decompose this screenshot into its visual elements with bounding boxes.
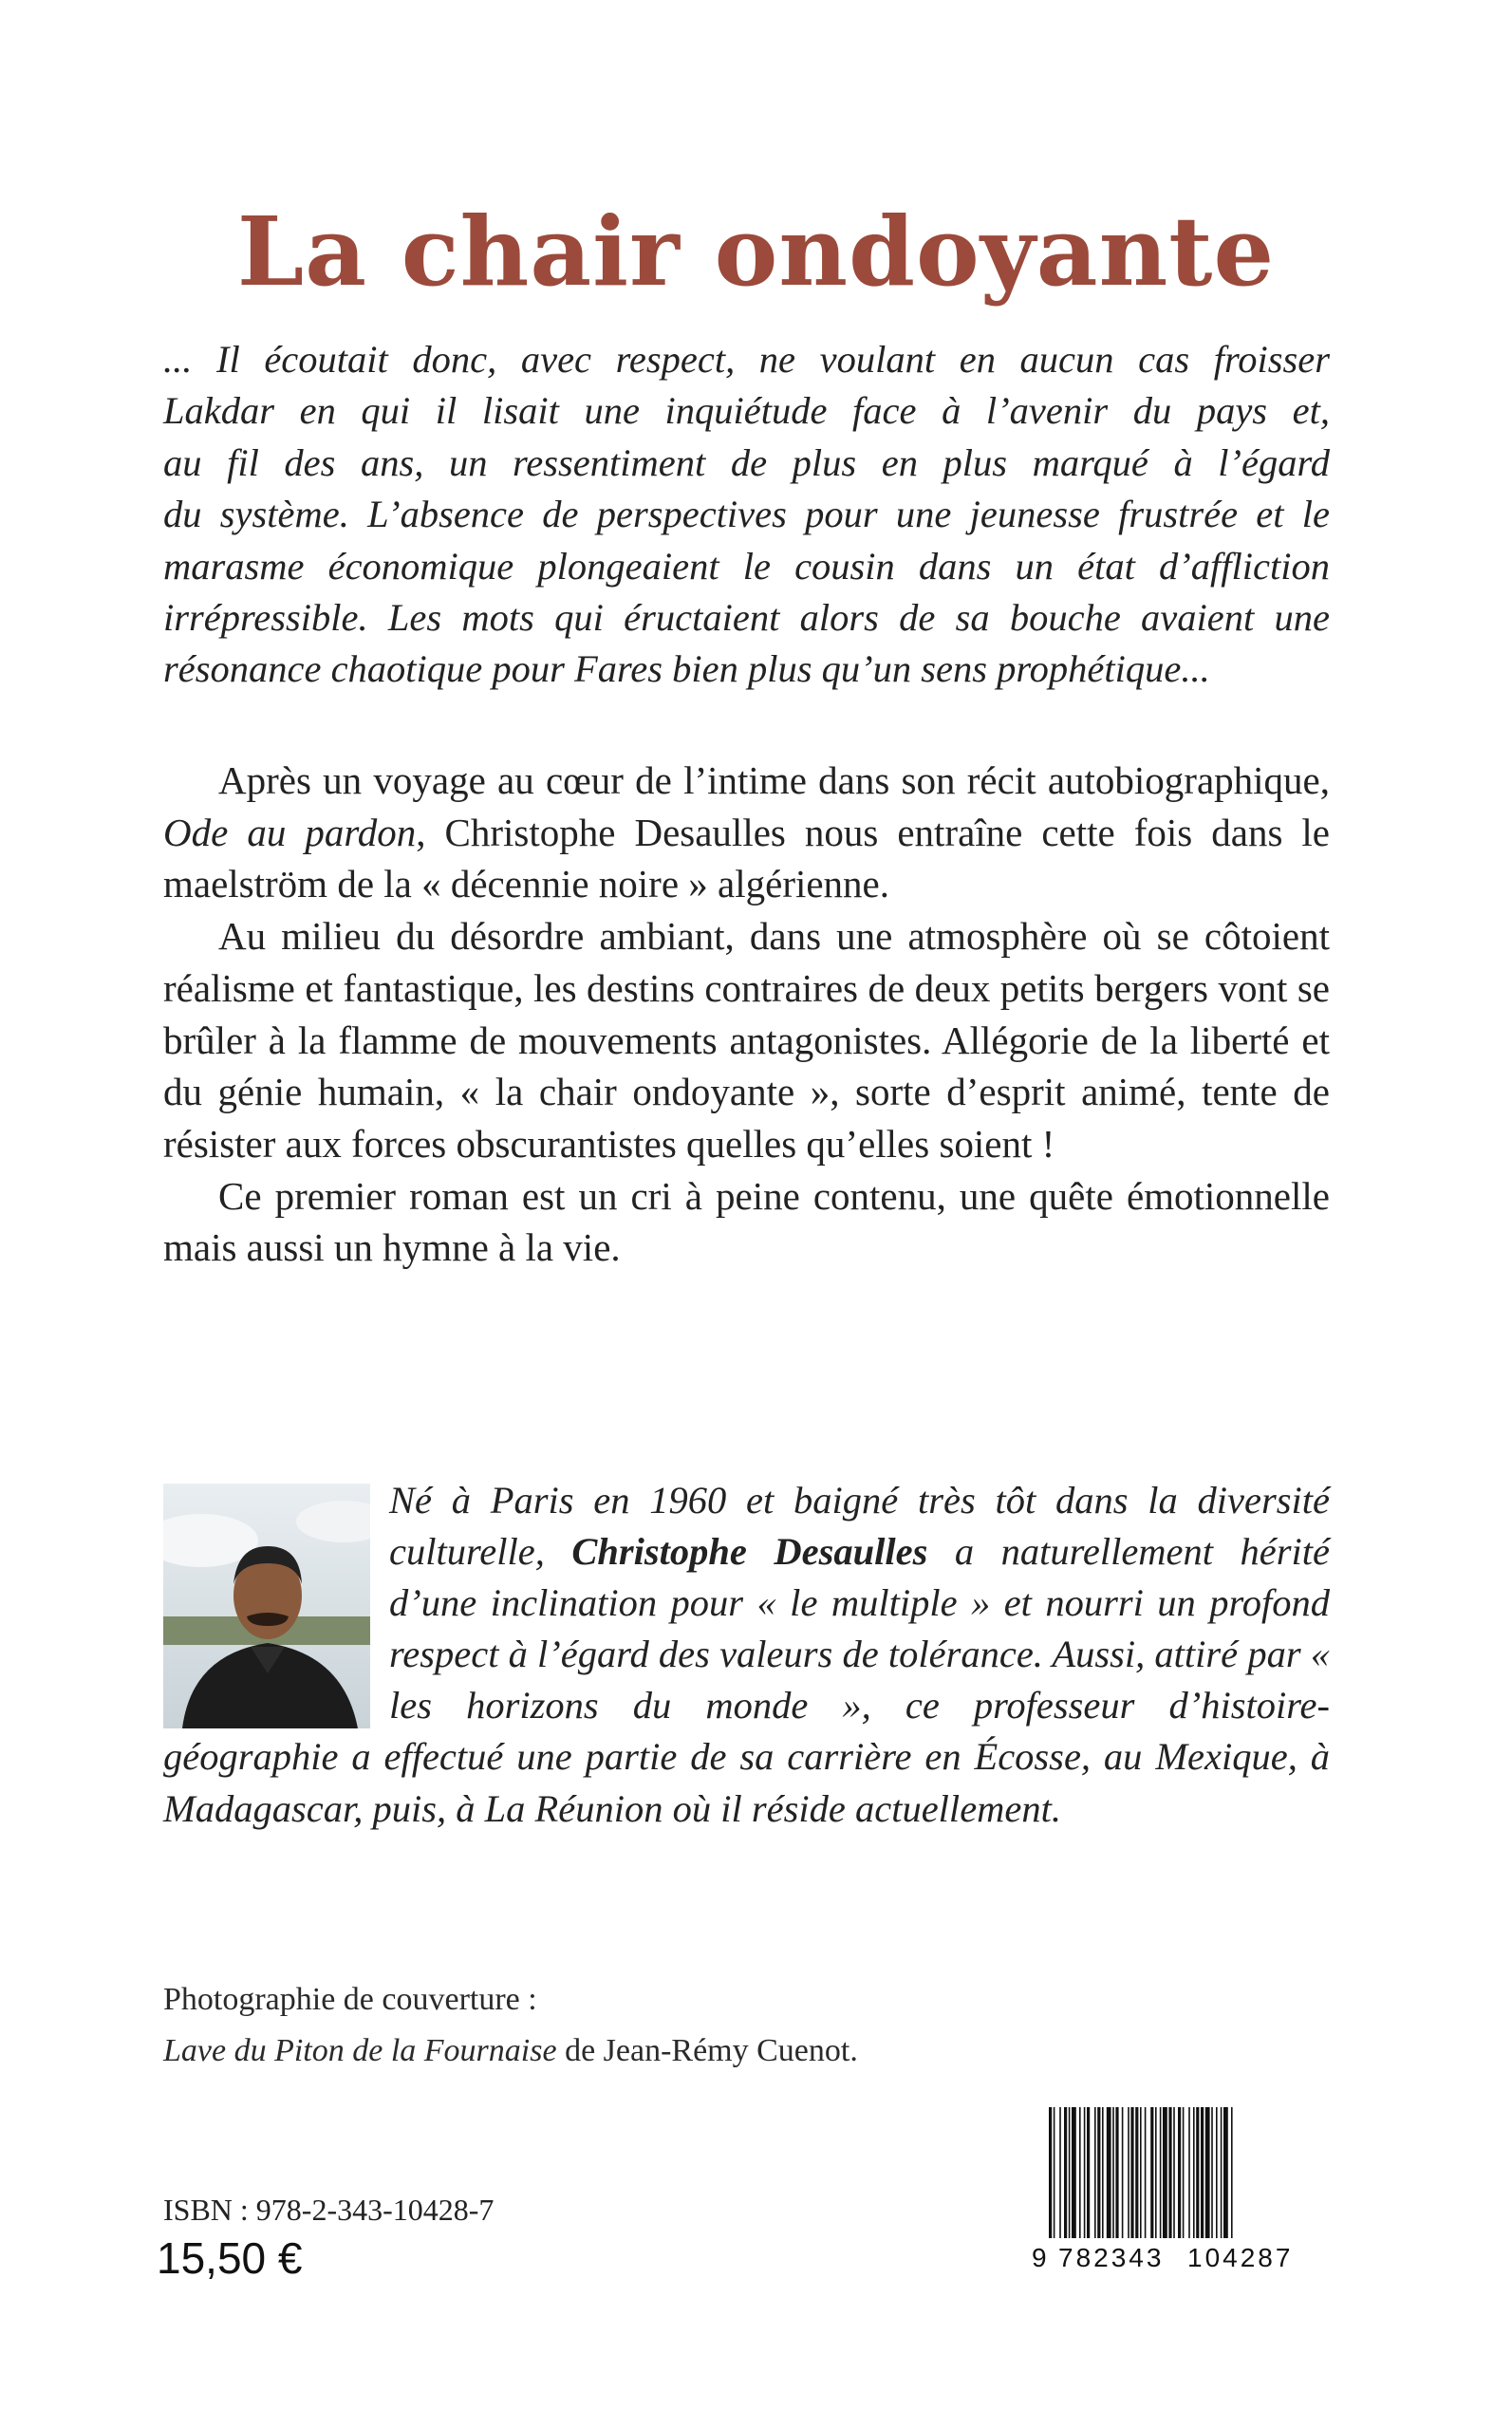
isbn: ISBN : 978-2-343-10428-7 (163, 2193, 495, 2227)
barcode-bar (1201, 2107, 1204, 2238)
barcode-right-digits: 104287 (1187, 2243, 1294, 2272)
barcode-bar (1064, 2107, 1067, 2238)
barcode-bar (1188, 2107, 1190, 2238)
author-bio (163, 1475, 1330, 1835)
barcode-bar (1140, 2107, 1142, 2238)
bio-text: a naturellement hérité d’une inclination pour « le multiple » et nourri un profond respect à l’égard des valeurs de tolérance. Aussi, attiré par « les horizons du monde », ce professeur d’histoire-géographie a effectué une partie de sa carrière en Écosse, au Mexique, à Madagascar, puis, à La Réunion où il réside actuellement. (163, 1530, 1330, 1830)
summary-text: , Christophe Desaulles nous entraîne cette fois dans le maelström de la « décennie noire » algérienne. (163, 810, 1330, 906)
summary (163, 755, 1330, 1274)
book-title: La chair ondoyante (236, 196, 1276, 308)
barcode-bar (1069, 2107, 1071, 2238)
barcode-bar (1160, 2107, 1162, 2238)
barcode-bar (1223, 2107, 1228, 2238)
barcode-bar (1216, 2107, 1218, 2238)
barcode-bar (1084, 2107, 1086, 2238)
barcode-bar (1115, 2107, 1118, 2238)
barcode-bar (1135, 2107, 1138, 2238)
barcode-bar (1155, 2107, 1157, 2238)
author-name: Christophe Desaulles (571, 1530, 928, 1574)
excerpt-line: irrépressible. Les mots qui éructaient alors de sa bouche avaient une (163, 596, 1330, 640)
barcode-bar (1112, 2107, 1114, 2238)
barcode-left-digits: 782343 (1058, 2243, 1165, 2272)
barcode-bar (1054, 2107, 1055, 2238)
barcode-bar (1178, 2107, 1181, 2238)
summary-text: Après un voyage au cœur de l’intime dans son récit autobiographique, (218, 758, 1330, 802)
excerpt-line: du système. L’absence de perspectives pour une jeunesse frustrée et le (163, 493, 1330, 536)
barcode-first-digit: 9 (1032, 2243, 1047, 2272)
excerpt-line: résonance chaotique pour Fares bien plus qu’un sens prophétique... (163, 647, 1210, 691)
excerpt-line: marasme économique plongeaient le cousin dans un état d’affliction (163, 544, 1330, 588)
summary-paragraph-3: Ce premier roman est un cri à peine contenu, une quête émotionnelle mais aussi un hymne à la vie. (163, 1173, 1330, 1270)
barcode-bar (1122, 2107, 1124, 2238)
barcode-bar (1221, 2107, 1223, 2238)
summary-paragraph-2: Au milieu du désordre ambiant, dans une atmosphère où se côtoient réalisme et fantastique, les destins contraires de deux petits bergers vont se brûler à la flamme de mouvements antagonistes. Allégorie de la liberté et du génie humain, « la chair ondoyante », sorte d’esprit animé, tente de résister aux forces obscurantistes quelles qu’elles soient ! (163, 914, 1330, 1166)
price: 15,50 € (157, 2233, 303, 2283)
barcode-bar (1168, 2107, 1171, 2238)
credits-work: Lave du Piton de la Fournaise (163, 2033, 557, 2068)
barcode-bar (1072, 2107, 1076, 2238)
barcode-bar (1205, 2107, 1210, 2238)
excerpt-line: Lakdar en qui il lisait une inquiétude face à l’avenir du pays et, (163, 389, 1330, 433)
barcode-bar (1150, 2107, 1153, 2238)
barcode-bar (1079, 2107, 1081, 2238)
credits-line (163, 2026, 858, 2077)
barcode-bar (1128, 2107, 1129, 2238)
photo-credits (163, 1974, 858, 2077)
credits-label: Photographie de couverture : (163, 1982, 537, 2017)
barcode-bar (1183, 2107, 1185, 2238)
barcode-bar (1231, 2107, 1233, 2238)
barcode-bar (1107, 2107, 1111, 2238)
credits-author: de Jean-Rémy Cuenot. (556, 2033, 858, 2068)
excerpt-line: ... Il écoutait donc, avec respect, ne voulant en aucun cas froisser (163, 338, 1330, 381)
barcode-bar (1102, 2107, 1104, 2238)
barcode-bar (1163, 2107, 1167, 2238)
excerpt-line: au fil des ans, un ressentiment de plus en plus marqué à l’égard (163, 440, 1330, 484)
bio-text: Né à Paris en 1960 et baigné très tôt dans la diversité culturelle, (389, 1479, 1330, 1574)
barcode-bar (1094, 2107, 1096, 2238)
summary-paragraph-1 (163, 755, 1330, 910)
cited-work-title: Ode au pardon (163, 810, 417, 854)
barcode-bar (1097, 2107, 1100, 2238)
barcode-bar (1196, 2107, 1199, 2238)
excerpt (163, 334, 1330, 696)
barcode (1028, 2103, 1332, 2274)
barcode-bar (1087, 2107, 1090, 2238)
barcode-bar (1211, 2107, 1213, 2238)
barcode-bar (1049, 2107, 1052, 2238)
barcode-bar (1173, 2107, 1175, 2238)
barcode-bar (1193, 2107, 1195, 2238)
barcode-bar (1059, 2107, 1061, 2238)
barcode-bar (1130, 2107, 1133, 2238)
barcode-bar (1145, 2107, 1147, 2238)
